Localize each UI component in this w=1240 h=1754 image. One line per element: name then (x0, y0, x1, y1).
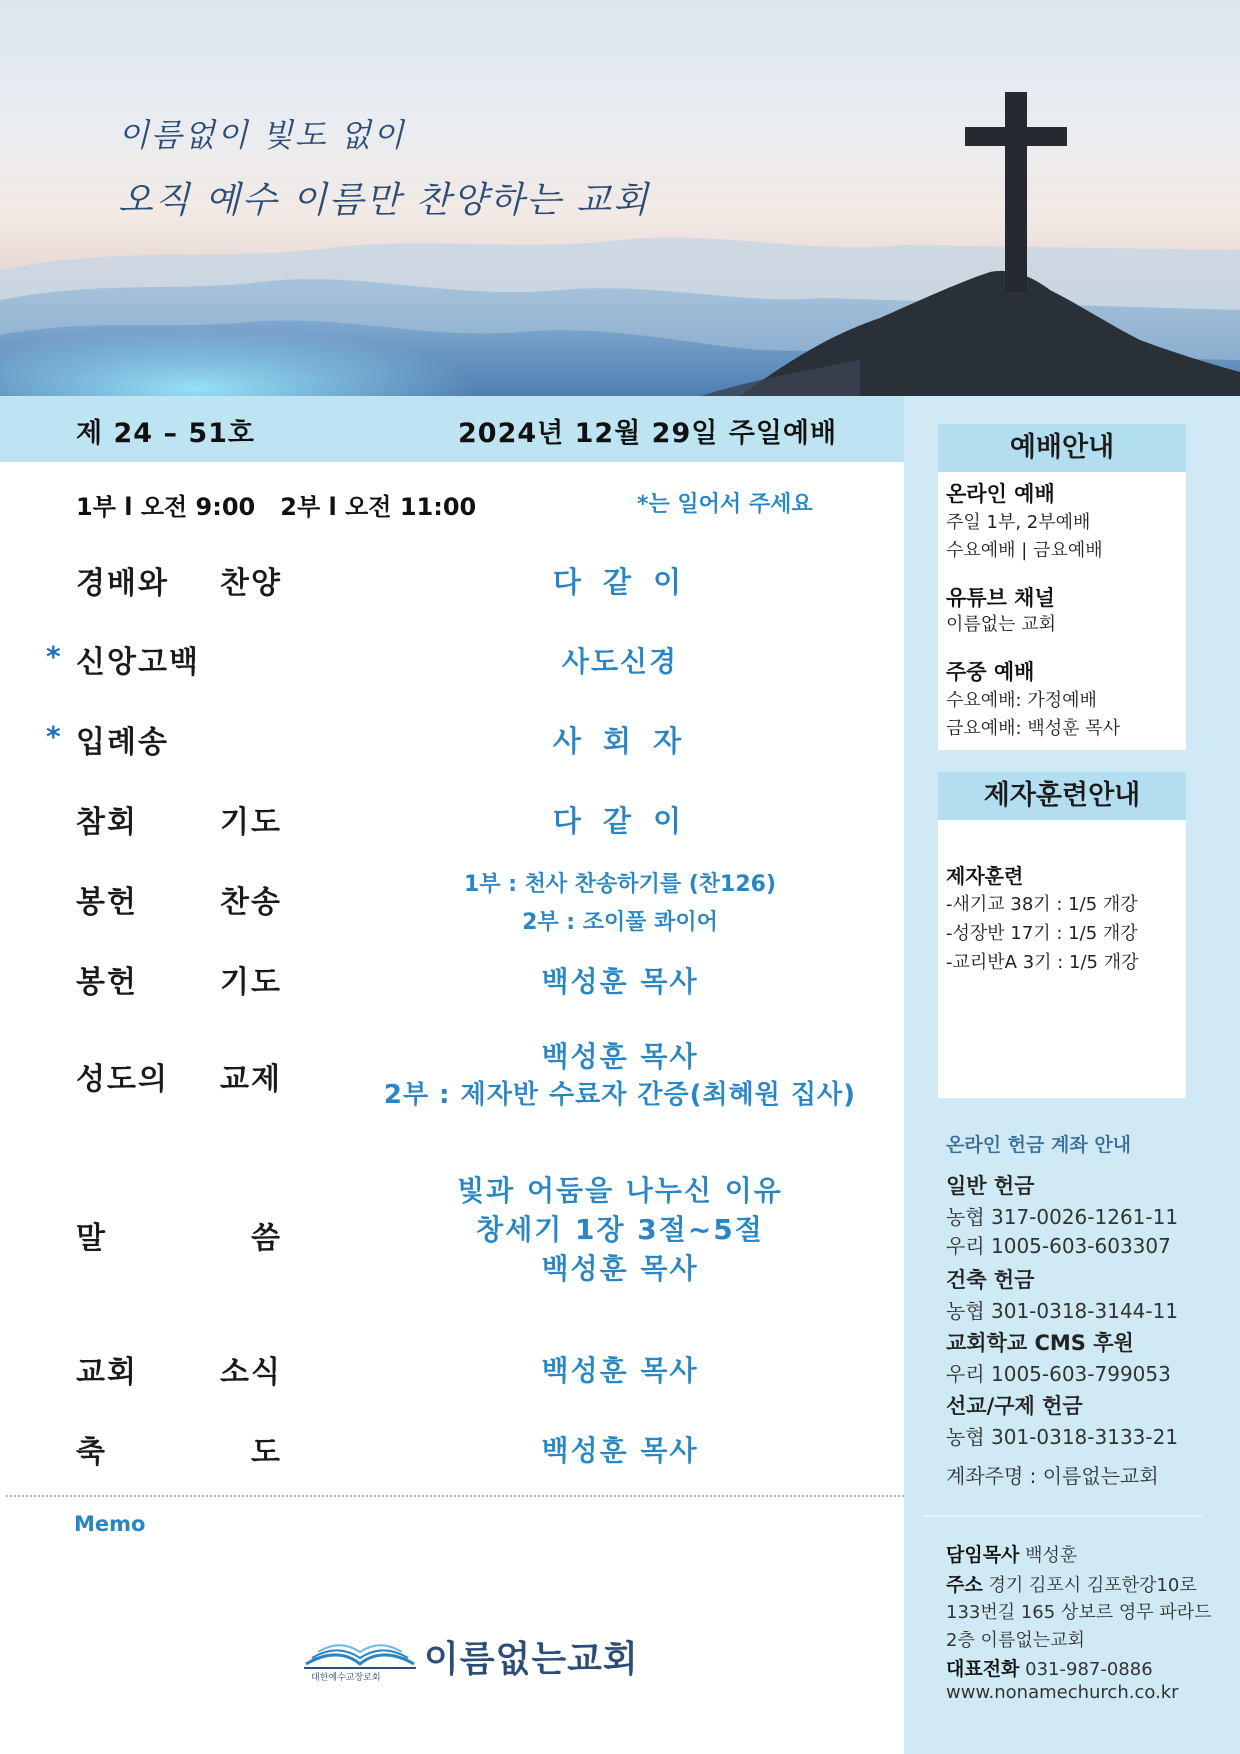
order-value: 백성훈 목사 (541, 965, 699, 998)
service-date: 2024년 12월 29일 주일예배 (458, 418, 838, 449)
dotted-divider (6, 1495, 904, 1497)
banner-image (0, 0, 1240, 396)
order-value: 사 회 자 (552, 724, 688, 758)
midweek-line: 수요예배: 가정예배 (946, 690, 1097, 711)
order-label: 신앙고백 (76, 645, 200, 680)
training-line: -성장반 17기 : 1/5 개강 (946, 923, 1138, 944)
order-value: 사도신경 (561, 645, 679, 678)
stand-note: *는 일어서 주세요 (637, 492, 813, 517)
order-label: 경배와 찬양 (76, 566, 282, 601)
youtube-channel: 이름없는 교회 (946, 614, 1057, 635)
order-value: 백성훈 목사 (541, 1252, 699, 1285)
account-number: 농협 301-0318-3133-21 (946, 1425, 1179, 1449)
stand-star: * (46, 720, 61, 753)
phone-number: 031-987-0886 (1025, 1659, 1153, 1680)
account-holder: 계좌주명 : 이름없는교회 (946, 1464, 1159, 1488)
church-name: 이름없는교회 (424, 1639, 639, 1680)
account-number: 우리 1005-603-799053 (946, 1362, 1171, 1386)
online-worship-title: 온라인 예배 (946, 482, 1055, 506)
pastor-label: 담임목사 (946, 1544, 1020, 1566)
offering-section-title: 온라인 헌금 계좌 안내 (946, 1134, 1132, 1156)
order-value: 백성훈 목사 (541, 1040, 699, 1073)
order-label: 교회 소식 (76, 1355, 282, 1390)
order-label: 말 씀 (76, 1221, 282, 1256)
stand-star: * (46, 640, 61, 673)
order-value: 백성훈 목사 (541, 1354, 699, 1387)
slogan-line-2: 오직 예수 이름만 찬양하는 교회 (118, 180, 650, 221)
order-label: 축 도 (76, 1435, 282, 1470)
youtube-title: 유튜브 채널 (946, 586, 1055, 610)
address-line: 133번길 165 상보르 영무 파라드 (946, 1602, 1212, 1623)
training-line: -새기교 38기 : 1/5 개강 (946, 894, 1138, 915)
order-value: 다 같 이 (552, 565, 688, 599)
order-value: 다 같 이 (552, 804, 688, 838)
account-number: 농협 317-0026-1261-11 (946, 1205, 1179, 1229)
training-subtitle: 제자훈련 (946, 864, 1024, 888)
order-label: 참회 기도 (76, 805, 282, 840)
online-worship-line: 주일 1부, 2부예배 (946, 512, 1091, 533)
training-info-title: 제자훈련안내 (938, 772, 1186, 820)
address-line: 경기 김포시 김포한강10로 (988, 1575, 1197, 1596)
order-label: 입례송 (76, 725, 169, 760)
order-value: 1부 : 천사 찬송하기를 (찬126) (463, 872, 777, 897)
online-worship-line: 수요예배 | 금요예배 (946, 540, 1103, 561)
worship-info-title: 예배안내 (938, 424, 1186, 472)
phone-info (946, 1654, 1153, 1681)
phone-label: 대표전화 (946, 1658, 1020, 1680)
address-label: 주소 (946, 1574, 983, 1596)
order-label: 성도의 교제 (76, 1062, 282, 1097)
pastor-name: 백성훈 (1025, 1545, 1078, 1566)
offering-type: 건축 헌금 (946, 1268, 1035, 1292)
slogan-line-1: 이름없이 빛도 없이 (118, 116, 406, 154)
offering-type: 선교/구제 헌금 (946, 1394, 1083, 1418)
denomination-label: 대한예수교장로회 (311, 1673, 381, 1683)
sidebar-divider (922, 1515, 1202, 1517)
training-line: -교리반A 3기 : 1/5 개강 (946, 952, 1139, 973)
order-value: 창세기 1장 3절~5절 (476, 1213, 764, 1246)
order-label: 봉헌 찬송 (76, 885, 282, 920)
memo-label: Memo (74, 1512, 146, 1536)
midweek-line: 금요예배: 백성훈 목사 (946, 718, 1120, 739)
order-value: 백성훈 목사 (541, 1434, 699, 1467)
account-number: 농협 301-0318-3144-11 (946, 1299, 1179, 1323)
order-label: 봉헌 기도 (76, 965, 282, 1000)
website: www.nonamechurch.co.kr (946, 1682, 1179, 1703)
account-number: 우리 1005-603-603307 (946, 1234, 1171, 1258)
issue-number: 제 24 – 51호 (76, 418, 256, 449)
address-line: 2층 이름없는교회 (946, 1630, 1085, 1651)
address-info (946, 1570, 1197, 1597)
order-value: 2부 : 조이풀 콰이어 (522, 910, 718, 935)
pastor-info (946, 1540, 1077, 1567)
order-value: 빛과 어둠을 나누신 이유 (457, 1174, 783, 1207)
offering-type: 교회학교 CMS 후원 (946, 1331, 1134, 1355)
offering-type: 일반 헌금 (946, 1174, 1035, 1198)
service-times: 1부 l 오전 9:00 2부 l 오전 11:00 (76, 493, 477, 521)
midweek-title: 주중 예배 (946, 660, 1035, 684)
order-value: 2부 : 제자반 수료자 간증(최혜원 집사) (383, 1080, 857, 1110)
